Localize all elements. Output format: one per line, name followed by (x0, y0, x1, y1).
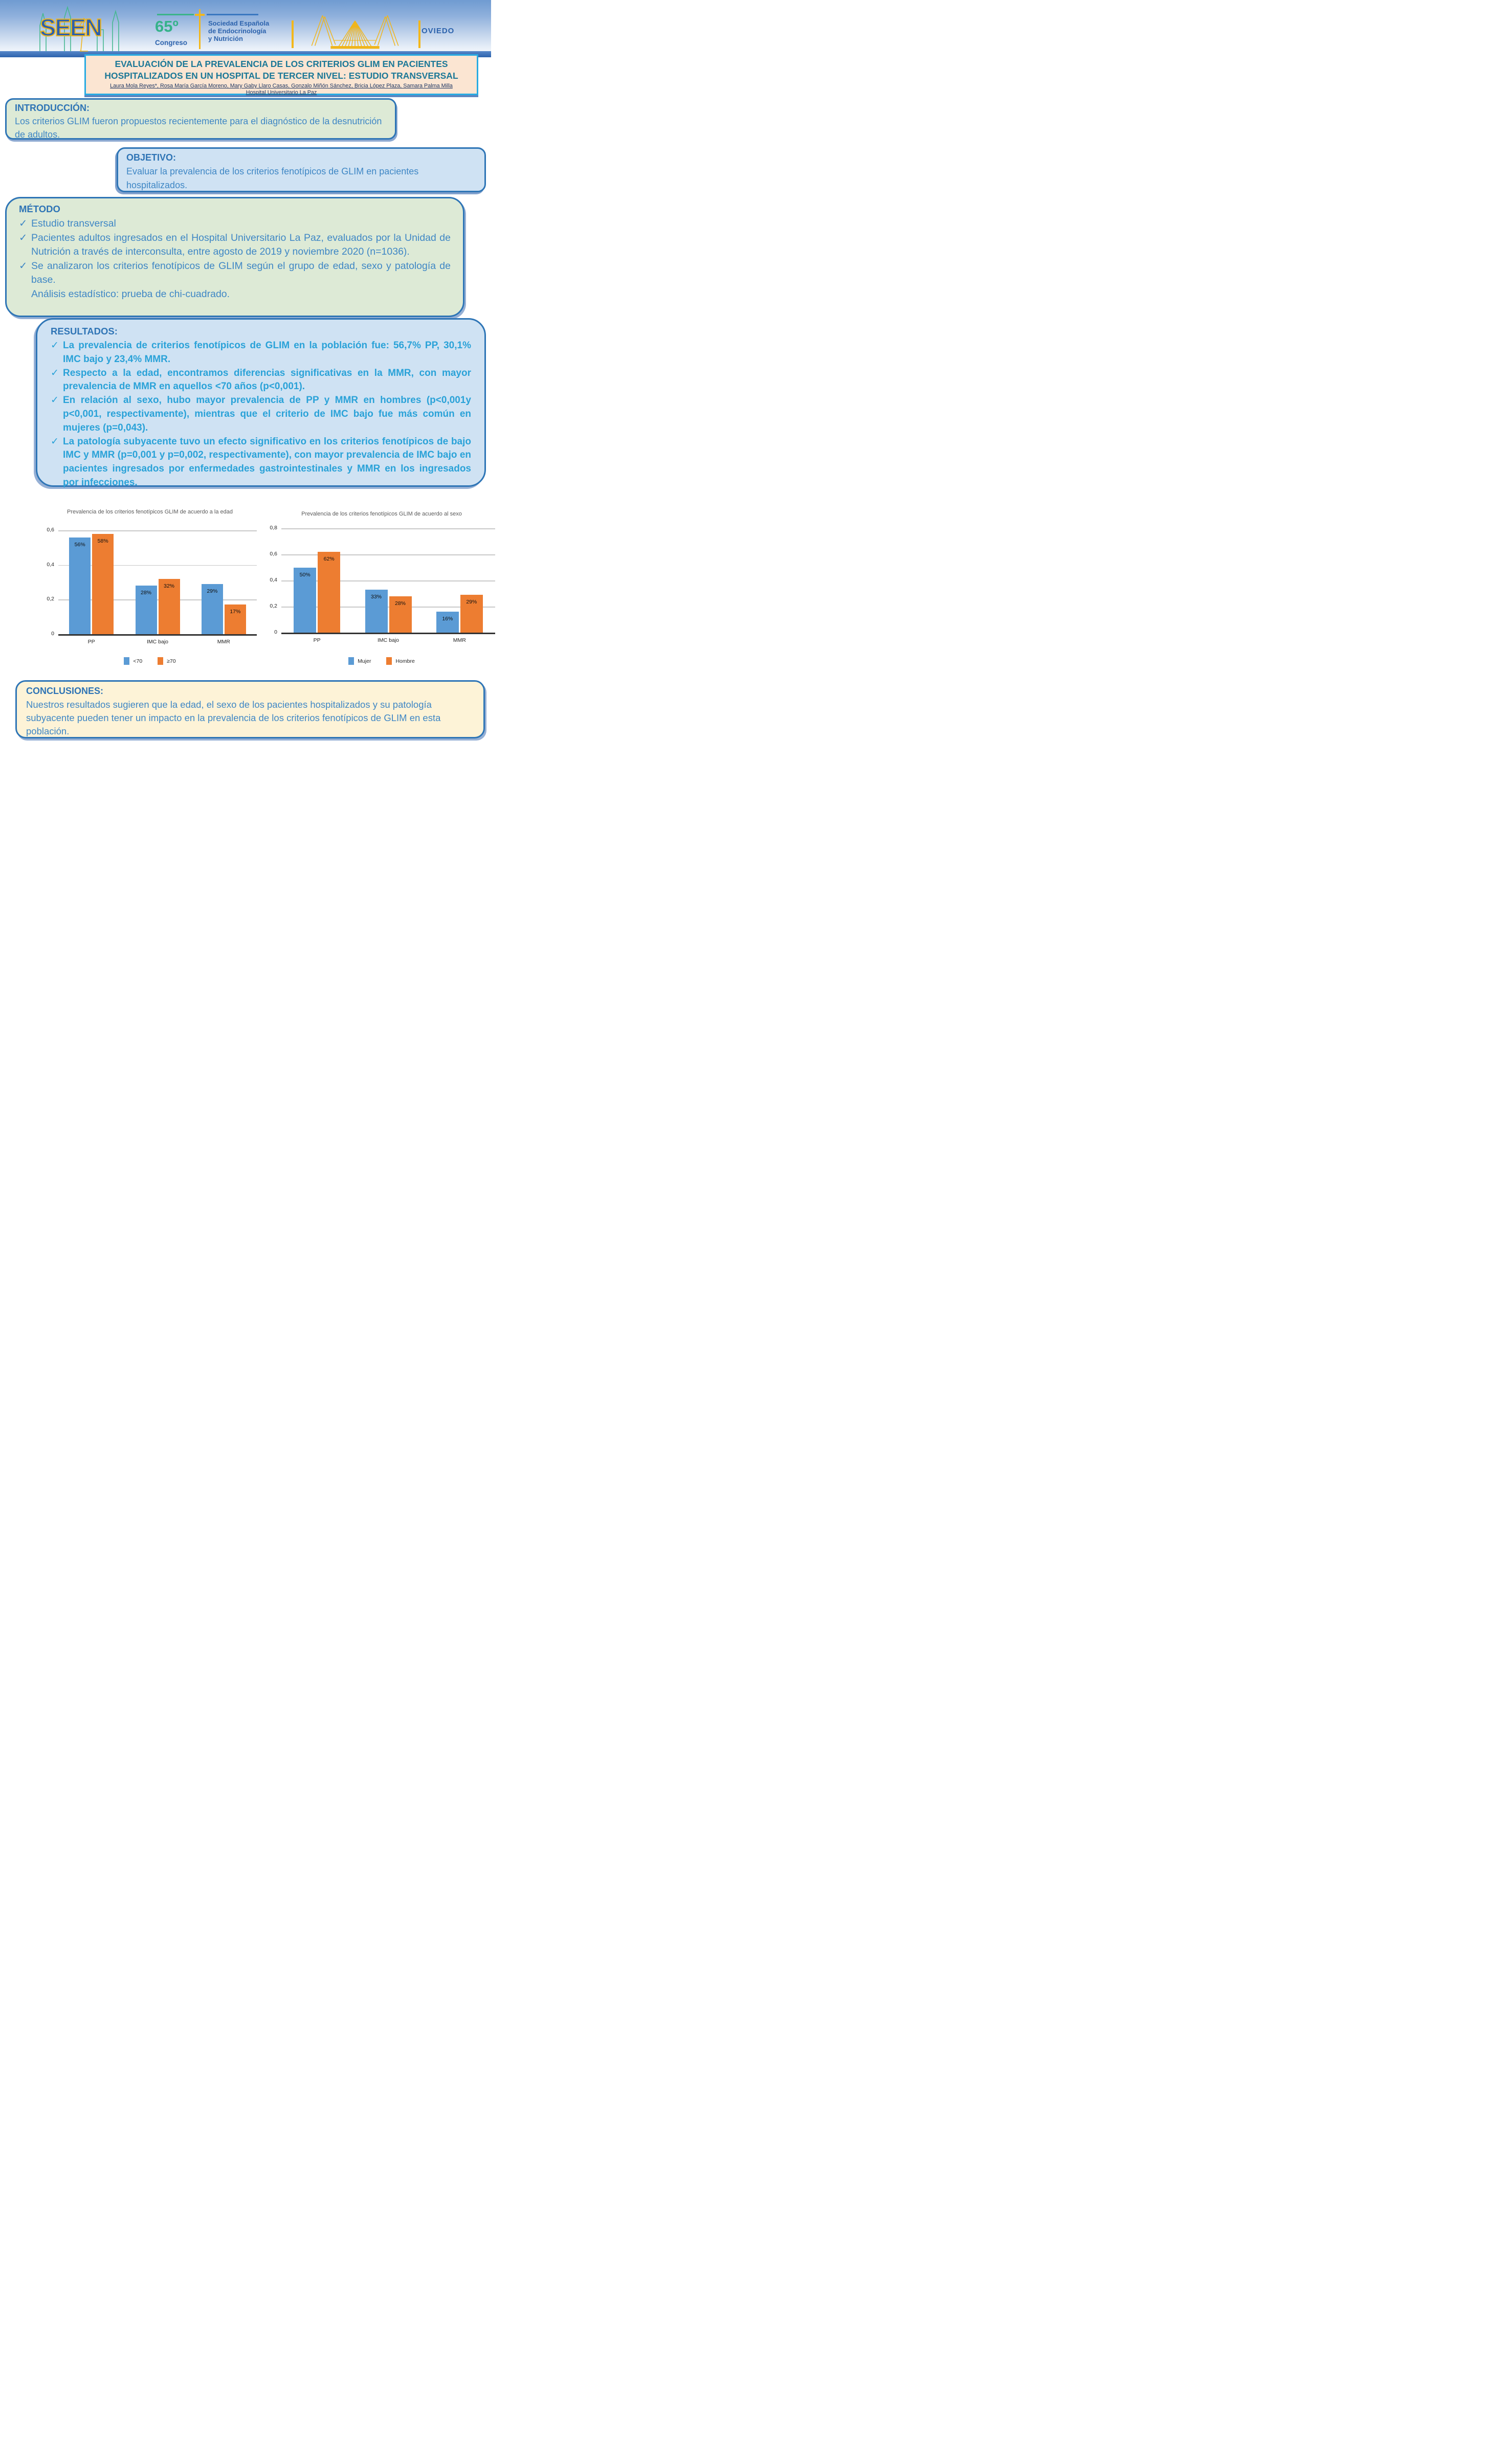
introduction-heading: INTRODUCCIÓN: (15, 103, 90, 113)
legend-label: Mujer (358, 658, 371, 664)
header-banner (0, 0, 491, 57)
list-item-text: La prevalencia de criterios fenotípicos de GLIM en la población fue: 56,7% PP, 30,1% IMC bajo y 23,4% MMR. (63, 340, 471, 365)
list-item (19, 259, 451, 287)
x-axis-category-label: MMR (217, 639, 230, 645)
list-item-text: Estudio transversal (31, 218, 116, 229)
objective-heading: OBJETIVO: (126, 152, 176, 163)
x-axis-line (281, 633, 495, 634)
method-list (19, 217, 451, 301)
objective-panel (117, 147, 486, 192)
bar-value-label: 29% (466, 599, 477, 606)
legend-item (158, 657, 175, 665)
list-item-text: Análisis estadístico: prueba de chi-cuadrado. (31, 288, 230, 300)
right-yellow-bar (418, 20, 420, 48)
title-block (84, 54, 478, 95)
list-item-text: Pacientes adultos ingresados en el Hospital Universitario La Paz, evaluados por la Unidad de Nutrición a través de interconsulta, entre agosto de 2019 y noviembre 2020 (n=1036). (31, 232, 451, 257)
bar-value-label: 58% (97, 537, 108, 544)
list-item (19, 231, 451, 259)
legend-swatch (124, 657, 129, 665)
conclusions-heading: CONCLUSIONES: (26, 686, 104, 696)
bar-value-label: 32% (163, 583, 174, 589)
y-axis-tick-label: 0 (274, 629, 277, 635)
bar-value-label: 50% (299, 571, 311, 578)
introduction-panel (5, 98, 396, 140)
list-item (51, 339, 471, 367)
bar-Hombre (318, 552, 340, 633)
y-axis-tick-label: 0,4 (270, 577, 277, 583)
results-panel (36, 318, 486, 487)
list-item (51, 435, 471, 490)
bar-value-label: 28% (394, 600, 406, 607)
x-axis-category-label: MMR (453, 637, 466, 643)
conclusions-panel (15, 680, 485, 738)
x-axis-category-label: IMC bajo (146, 639, 168, 645)
legend-item (124, 657, 142, 665)
x-axis-line (58, 634, 257, 636)
seen-logo (36, 4, 128, 53)
checkmark-icon: ✓ (51, 436, 59, 447)
y-axis-tick-label: 0,8 (270, 525, 277, 531)
list-item (19, 287, 451, 302)
gridline (58, 530, 257, 531)
y-axis-tick-label: 0,6 (270, 551, 277, 557)
list-item-text: La patología subyacente tuvo un efecto significativo en los criterios fenotípicos de bajo IMC y MMR (p=0,001 y p=0,002, respectivamente), con mayor prevalencia de IMC bajo en pacientes ingresados por enfermedades gastrointestinales y MMR en los ingresados por infecciones. (63, 436, 471, 488)
chart-glim-by-age (40, 504, 260, 678)
y-axis-tick-label: 0 (51, 631, 54, 637)
y-axis-tick-label: 0,6 (47, 527, 54, 533)
bar-value-label: 17% (230, 609, 241, 615)
legend-item (348, 657, 371, 665)
chart-glim-by-sex (262, 504, 501, 678)
legend-label: Hombre (395, 658, 415, 664)
checkmark-icon: ✓ (51, 340, 59, 351)
city-name: OVIEDO (422, 27, 455, 35)
list-item-text: Se analizaron los criterios fenotípicos de GLIM según el grupo de edad, sexo y patología de base. (31, 260, 451, 285)
society-line-2: de Endocrinología (208, 27, 267, 35)
list-item-text: En relación al sexo, hubo mayor prevalencia de PP y MMR en hombres (p<0,001y p<0,001, respectivamente), mientras que el criterio de IMC bajo fue más común en mujeres (p=0,043). (63, 395, 471, 433)
y-axis-tick-label: 0,2 (47, 596, 54, 602)
results-heading: RESULTADOS: (51, 326, 118, 337)
checkmark-icon: ✓ (51, 395, 59, 406)
seen-logo-text: SEEN (40, 14, 101, 41)
y-axis-tick-label: 0,2 (270, 603, 277, 609)
method-panel (5, 197, 464, 317)
congress-number: 65º (155, 17, 179, 35)
chart-legend (262, 657, 501, 665)
poster-title: EVALUACIÓN DE LA PREVALENCIA DE LOS CRITERIOS GLIM EN PACIENTES HOSPITALIZADOS EN UN HOSPITAL DE TERCER NIVEL: ESTUDIO TRANSVERSAL (104, 59, 458, 81)
gridline (281, 554, 495, 555)
legend-label: ≥70 (167, 658, 176, 664)
bar-<70 (69, 537, 91, 634)
bar-Mujer (436, 612, 459, 633)
authors-line: Laura Mola Reyes*, Rosa María García Moreno, Mary Gaby Llaro Casas, Gonzalo Miñón Sánchez, Bricia López Plaza, Samara Palma Milla (110, 83, 453, 89)
checkmark-icon: ✓ (19, 260, 28, 272)
introduction-text: Los criterios GLIM fueron propuestos recientemente para el diagnóstico de la desnutrición de adultos. (15, 116, 382, 140)
affiliation-line: Hospital Universitario La Paz (246, 89, 317, 96)
chart-title: Prevalencia de los criterios fenotípicos GLIM de acuerdo a la edad (66, 509, 233, 515)
legend-item (386, 657, 414, 665)
list-item-text: Respecto a la edad, encontramos diferencias significativas en la MMR, con mayor prevalencia de MMR en aquellos <70 años (p<0,001). (63, 367, 471, 392)
blue-divider-line (207, 14, 258, 15)
list-item (51, 394, 471, 435)
legend-label: <70 (133, 658, 143, 664)
yellow-divider-line (199, 9, 201, 49)
bridge-art (299, 13, 411, 50)
green-divider-line (157, 14, 194, 15)
list-item (19, 217, 451, 231)
bar-value-label: 16% (442, 616, 453, 622)
society-line-3: y Nutrición (208, 35, 243, 42)
list-item (51, 367, 471, 394)
bar-value-label: 62% (323, 555, 335, 562)
checkmark-icon: ✓ (19, 218, 28, 229)
congress-label: Congreso (155, 39, 188, 47)
x-axis-category-label: PP (87, 639, 95, 645)
bar-≥70 (92, 534, 114, 634)
objective-text: Evaluar la prevalencia de los criterios fenotípicos de GLIM en pacientes hospitalizados. (126, 166, 419, 190)
bar-value-label: 29% (207, 588, 218, 594)
results-list (51, 339, 471, 490)
legend-swatch (158, 657, 163, 665)
checkmark-icon: ✓ (51, 367, 59, 378)
conclusions-text: Nuestros resultados sugieren que la edad, el sexo de los pacientes hospitalizados y su patología subyacente pueden tener un impacto en la prevalencia de los criterios fenotípicos de GLIM en esta población. (26, 699, 441, 736)
gridline (281, 528, 495, 529)
bar-value-label: 28% (140, 590, 151, 596)
y-axis-tick-label: 0,4 (47, 561, 54, 568)
x-axis-category-label: PP (313, 637, 321, 643)
bar-value-label: 33% (370, 593, 382, 600)
society-name (208, 19, 269, 42)
society-line-1: Sociedad Española (208, 19, 270, 27)
x-axis-category-label: IMC bajo (377, 637, 399, 643)
bar-value-label: 56% (74, 541, 85, 548)
checkmark-icon: ✓ (19, 232, 28, 243)
chart-legend (40, 657, 260, 665)
legend-swatch (348, 657, 354, 665)
legend-swatch (386, 657, 392, 665)
chart-title: Prevalencia de los criterios fenotípicos GLIM de acuerdo al sexo (301, 511, 462, 517)
left-yellow-bar (292, 20, 294, 48)
method-heading: MÉTODO (19, 204, 60, 214)
